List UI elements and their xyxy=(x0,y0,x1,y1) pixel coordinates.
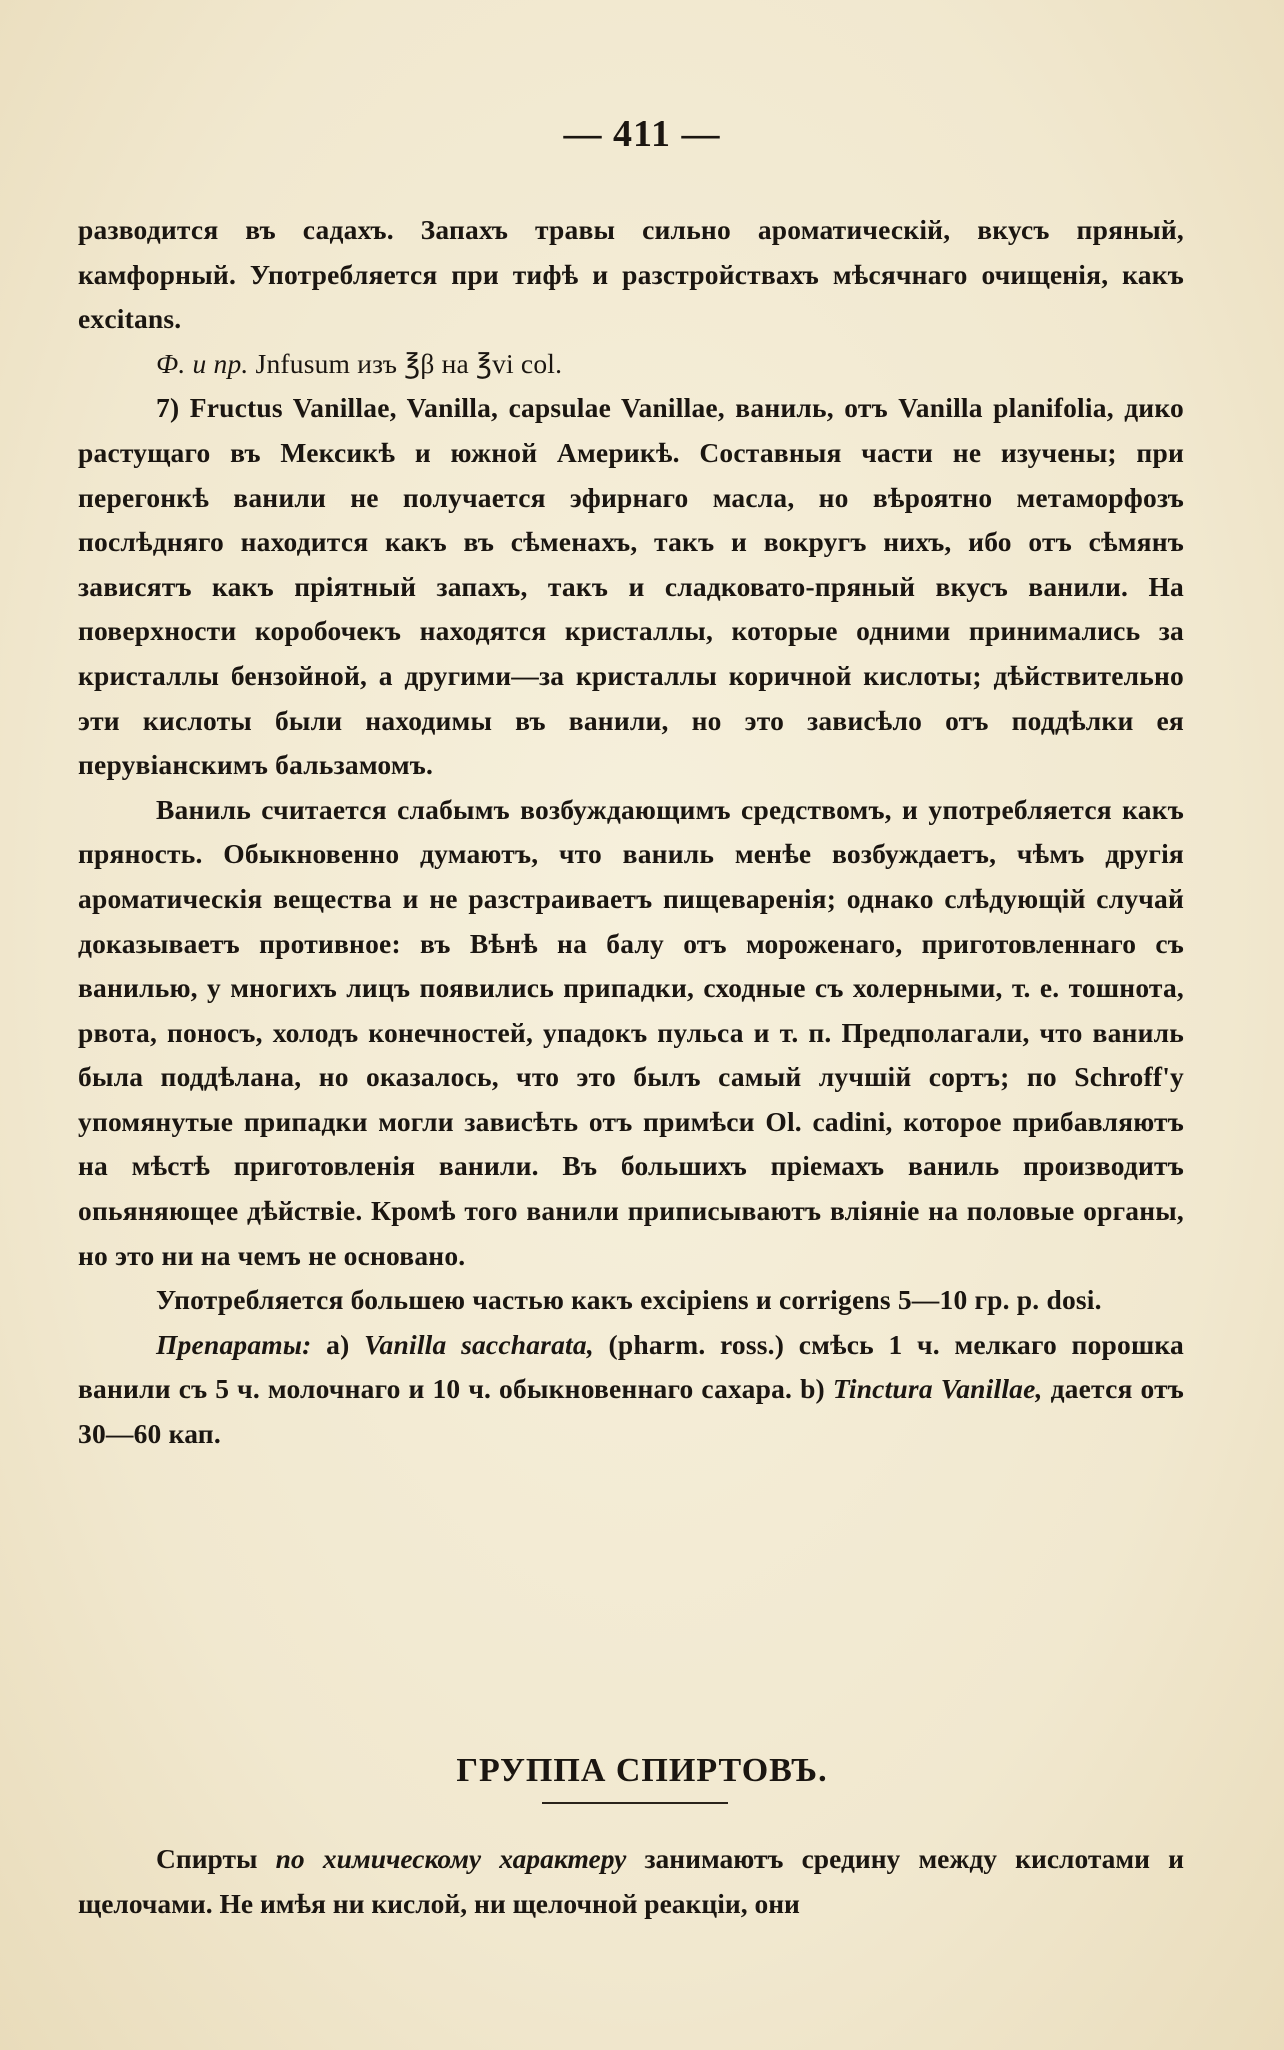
section-title: ГРУППА СПИРТОВЪ. xyxy=(456,1752,828,1789)
prep-a-name: Vanilla saccharata, xyxy=(364,1328,594,1360)
preparations-label: Препараты: xyxy=(156,1328,312,1360)
prep-a-text: (pharm. ross.) смѣсь 1 ч. мелкаго порошка ванили съ 5 ч. молочнаго и 10 ч. обыкновеннаго сахара. xyxy=(78,1328,1184,1405)
formula-label: Ф. и пр. xyxy=(156,347,249,379)
section-text xyxy=(78,1837,1184,1926)
prep-a-marker: a) xyxy=(326,1328,350,1360)
paragraph-usage: Употребляется большею частью какъ excipiens и corrigens 5—10 гр. p. dosi. xyxy=(156,1284,1102,1316)
paragraph-preparations xyxy=(78,1323,1184,1457)
paragraph-formula xyxy=(78,342,1184,387)
paragraph-vanilla-description: 7) Fructus Vanillae, Vanilla, capsulae Vanillae, ваниль, отъ Vanilla planifolia, дико растущаго въ Мексикѣ и южной Америкѣ. Составныя части не изучены; при перегонкѣ ванили не получается эфирнаго масла, но вѣроятно метаморфозъ послѣдняго находится какъ въ сѣменахъ, такъ и вокругъ нихъ, ибо отъ сѣмянъ зависятъ какъ пріятный запахъ, такъ и сладковато-пряный вкусъ ванили. На поверхности коробочекъ находятся кристаллы, которые одними принимались за кристаллы бензойной, а другими—за кристаллы коричной кислоты; дѣйствительно эти кислоты были находимы въ ванили, но это зависѣло отъ поддѣлки ея перувіанскимъ бальзамомъ. xyxy=(78,392,1184,781)
section-paragraph xyxy=(78,1837,1184,1926)
section-body: занимаютъ средину между кислотами и щелочами. Не имѣя ни кислой, ни щелочной реакціи, они xyxy=(78,1843,1185,1919)
main-text xyxy=(78,208,1184,1457)
formula-text: Jnfusum изъ ℥β на ℥vi col. xyxy=(255,347,563,379)
section-italic-phrase: по химическому характеру xyxy=(275,1843,627,1874)
prep-b-name: Tinctura Vanillae, xyxy=(832,1373,1043,1405)
prep-b-marker: b) xyxy=(800,1373,825,1405)
prep-b-text: дается отъ 30—60 кап. xyxy=(78,1373,1185,1450)
paragraph-continuation: разводится въ садахъ. Запахъ травы сильно ароматическій, вкусъ пряный, камфорный. Употребляется при тифѣ и разстройствахъ мѣсячнаго очищенія, какъ excitans. xyxy=(78,214,1184,335)
section-divider xyxy=(542,1802,728,1804)
paragraph-vanilla-effects: Ваниль считается слабымъ возбуждающимъ средствомъ, и употребляется какъ пряность. Обыкновенно думаютъ, что ваниль менѣе возбуждаетъ, чѣмъ другія ароматическія вещества и не разстраиваетъ пищеваренія; однако слѣдующій случай доказываетъ противное: въ Вѣнѣ на балу отъ мороженаго, приготовленнаго съ ванилью, у многихъ лицъ появились припадки, сходные съ холерными, т. е. тошнота, рвота, поносъ, холодъ конечностей, упадокъ пульса и т. п. Предполагали, что ваниль была поддѣлана, но оказалось, что это былъ самый лучшій сортъ; по Schroff'у упомянутые припадки могли зависѣть отъ примѣси Ol. cadini, которое прибавляютъ на мѣстѣ приготовленія ванили. Въ большихъ пріемахъ ваниль производитъ опьяняющее дѣйствіе. Кромѣ того ванили приписываютъ вліяніе на половые органы, но это ни на чемъ не основано. xyxy=(78,793,1184,1271)
page-number: — 411 — xyxy=(563,113,721,155)
section-lead: Спирты xyxy=(156,1843,258,1874)
